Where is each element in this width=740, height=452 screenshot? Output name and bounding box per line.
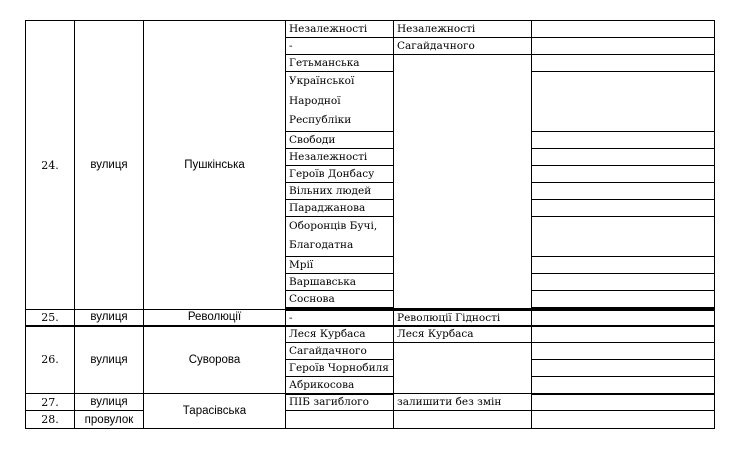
final-name: Незалежності	[394, 21, 532, 38]
table-row-25	[26, 310, 715, 326]
proposed-name: Героїв Донбасу	[286, 165, 394, 182]
notes-cell	[532, 256, 715, 273]
proposed-name	[286, 72, 394, 132]
final-name: Сагайдачного	[394, 38, 532, 55]
row-number: 24.	[26, 21, 75, 310]
table-row-26	[26, 326, 715, 343]
object-type: вулиця	[75, 310, 144, 326]
row-number: 26.	[26, 326, 75, 394]
proposed-name-line: Української	[289, 75, 355, 87]
proposed-name-line: Республіки	[289, 114, 352, 126]
proposed-name-line: Благодатна	[289, 239, 354, 251]
notes-cell	[532, 394, 715, 411]
object-type: вулиця	[75, 21, 144, 310]
notes-cell	[532, 38, 715, 55]
notes-cell	[532, 411, 715, 429]
proposed-name: Свободи	[286, 131, 394, 148]
proposed-name: Гетьманська	[286, 55, 394, 72]
notes-cell	[532, 343, 715, 360]
proposed-name: Мрії	[286, 256, 394, 273]
old-name: Пушкінська	[144, 21, 286, 310]
proposed-name-line: Народної	[289, 94, 341, 107]
notes-cell	[532, 165, 715, 182]
proposed-name: Леся Курбаса	[286, 326, 394, 343]
notes-cell	[532, 199, 715, 216]
proposed-name: Героїв Чорнобиля	[286, 360, 394, 377]
proposed-name: Абрикосова	[286, 377, 394, 394]
old-name: Революції	[144, 310, 286, 326]
proposed-name: Варшавська	[286, 273, 394, 290]
proposed-name	[286, 216, 394, 256]
notes-cell	[532, 273, 715, 290]
notes-cell	[532, 148, 715, 165]
notes-cell	[532, 55, 715, 72]
notes-cell	[532, 310, 715, 326]
notes-cell	[532, 72, 715, 132]
proposed-name: -	[286, 38, 394, 55]
notes-cell	[532, 326, 715, 343]
final-name	[394, 55, 532, 309]
document-page	[25, 20, 715, 429]
old-name: Тарасівська	[144, 394, 286, 429]
proposed-name: ПІБ загиблого	[286, 394, 394, 411]
proposed-name-line: Оборонців Бучі,	[289, 219, 378, 232]
notes-cell	[532, 182, 715, 199]
proposed-name: -	[286, 310, 394, 326]
proposed-name: Соснова	[286, 290, 394, 307]
final-name: Леся Курбаса	[394, 326, 532, 343]
final-name	[394, 411, 532, 429]
table-row-24	[26, 21, 715, 38]
final-name: Революції Гідності	[394, 310, 532, 326]
row-number: 28.	[26, 411, 75, 429]
proposed-name: Сагайдачного	[286, 343, 394, 360]
object-type: провулок	[75, 411, 144, 429]
notes-cell	[532, 360, 715, 377]
row-number: 27.	[26, 394, 75, 411]
notes-cell	[532, 377, 715, 394]
object-type: вулиця	[75, 326, 144, 394]
table-row-28	[26, 411, 715, 429]
row-number: 25.	[26, 310, 75, 326]
final-name: залишити без змін	[394, 394, 532, 411]
table-row-27	[26, 394, 715, 411]
proposed-name: Незалежності	[286, 21, 394, 38]
old-name: Суворова	[144, 326, 286, 394]
proposed-name: Незалежності	[286, 148, 394, 165]
street-renaming-table	[25, 20, 715, 429]
notes-cell	[532, 290, 715, 307]
proposed-name: Параджанова	[286, 199, 394, 216]
final-name	[394, 343, 532, 394]
notes-cell	[532, 131, 715, 148]
object-type: вулиця	[75, 394, 144, 411]
notes-cell	[532, 21, 715, 38]
notes-cell	[532, 216, 715, 256]
proposed-name: Вільних людей	[286, 182, 394, 199]
proposed-name	[286, 411, 394, 429]
